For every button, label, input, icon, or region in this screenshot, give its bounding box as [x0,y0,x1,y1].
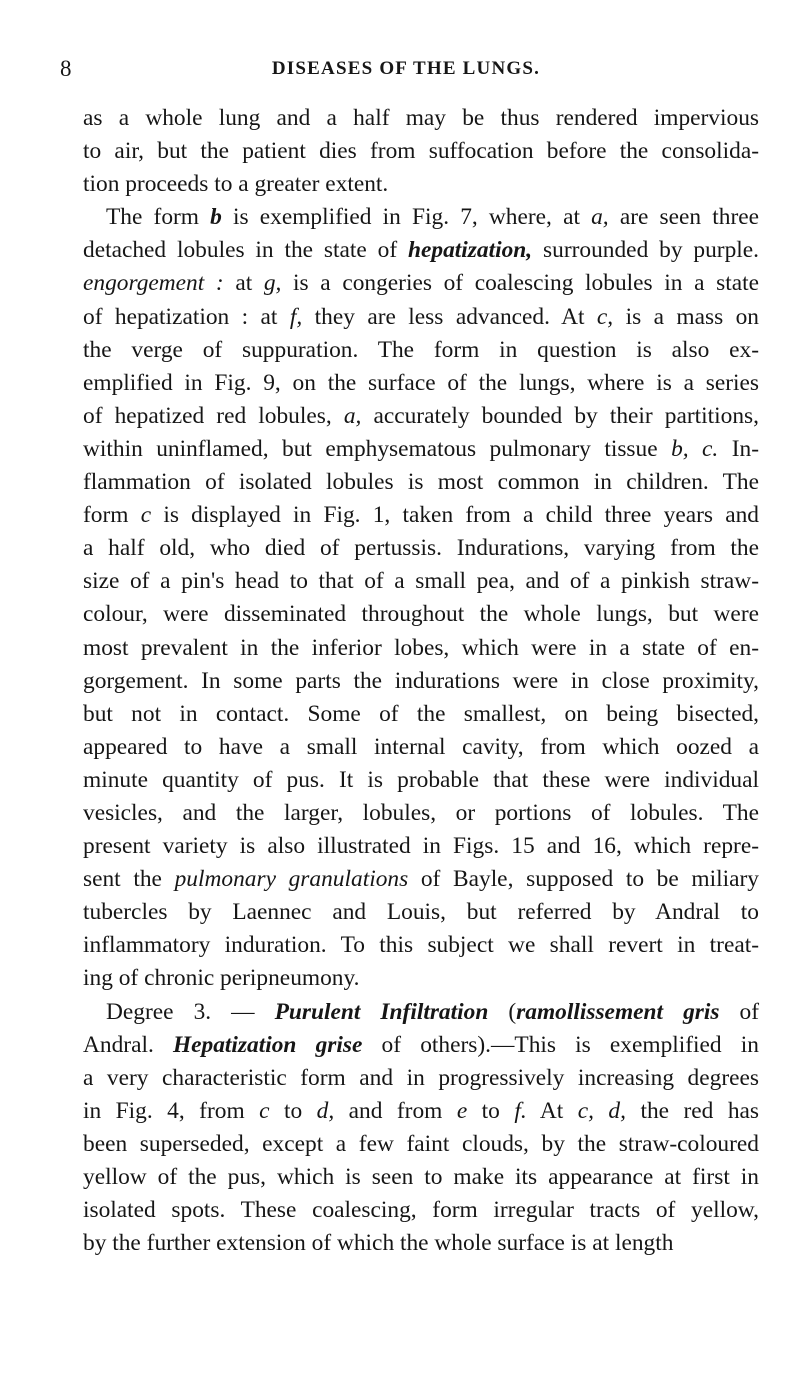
text-run: detached lobules in the state of [83,237,409,264]
text-line [83,1128,759,1161]
text-line [83,764,759,797]
text-line [83,1227,759,1260]
text-run: inflammatory induration. To this subject we shall revert in treat- [83,932,759,959]
text-run: tion proceeds to a greater extent. [83,171,389,198]
emphasis-text: a, [343,402,362,429]
text-line [83,1095,759,1128]
emphasis-text: c [140,502,152,529]
text-line [83,929,759,962]
text-line [83,962,759,995]
text-line [83,731,759,764]
text-run: isolated spots. These coalescing, form irregular tracts of yellow, [83,1197,759,1224]
text-line [83,1062,759,1095]
emphasis-text: g, [263,270,282,297]
text-run: of others).—This is exemplified in [362,1031,759,1058]
text-run: ( [488,998,517,1025]
text-line [83,433,759,466]
text-line [83,334,759,367]
page-number: 8 [60,56,72,81]
text-run: they are less advanced. At [302,303,597,330]
text-line [83,301,759,334]
text-run: sent the [83,866,175,893]
text-run: form [83,502,141,529]
text-run: is exemplified in Fig. 7, where, at [221,204,592,231]
text-run: to [269,1097,317,1124]
text-line [83,1029,759,1062]
text-line [83,598,759,631]
text-run: of Bayle, supposed to be miliary [408,866,759,893]
text-run: Andral. [83,1031,173,1058]
text-run: are seen three [608,204,759,231]
text-run: of hepatization : at [83,303,290,330]
text-line [83,863,759,896]
emphasis-text: f. [514,1097,527,1124]
text-run: to [467,1097,515,1124]
text-run: at [223,270,264,297]
text-line [83,499,759,532]
text-run: been superseded, except a few faint clouds, by the straw-coloured [83,1130,759,1157]
emphasis-text: ramollissement gris [516,998,720,1025]
text-run: and from [334,1097,457,1124]
text-run: is displayed in Fig. 1, taken from a child three years and [151,502,759,529]
running-head [60,56,752,86]
emphasis-text: Hepatization grise [172,1031,363,1058]
text-line [83,201,759,234]
text-run: The form [106,204,211,231]
text-run: most prevalent in the inferior lobes, which were in a state of en- [83,634,759,661]
text-run: ing of chronic peripneumony. [83,965,360,992]
text-line [83,896,759,929]
text-run: accurately bounded by their partitions, [361,402,759,429]
text-line [83,797,759,830]
text-line [83,1194,759,1227]
text-run: size of a pin's head to that of a small pea, and of a pinkish straw- [83,568,759,595]
text-line [83,1161,759,1194]
text-run: present variety is also illustrated in Figs. 15 and 16, which repre- [83,833,759,860]
text-run: surrounded by purple. [532,237,759,264]
text-run: yellow of the pus, which is seen to make its appearance at first in [83,1164,759,1190]
text-run: Degree 3. — [106,998,275,1025]
text-run: tubercles by Laennec and Louis, but referred by Andral to [83,899,759,926]
emphasis-text: Purulent Infiltration [274,998,489,1025]
running-title: DISEASES OF THE LUNGS. [271,58,541,79]
text-line [83,135,759,168]
text-line [83,367,759,400]
text-run: vesicles, and the larger, lobules, or portions of lobules. The [83,799,759,826]
text-run: colour, were disseminated throughout the whole lungs, but were [83,601,759,628]
emphasis-text: pulmonary granulations [174,866,409,893]
text-run: is a congeries of coalescing lobules in a state [281,270,759,297]
text-run: but not in contact. Some of the smallest, on being bisected, [83,700,759,727]
text-line [83,267,759,300]
text-line [83,565,759,598]
emphasis-text: engorgement : [83,270,224,297]
emphasis-text: d, [316,1097,335,1124]
text-run: In- [718,435,760,462]
emphasis-text: c, d, [577,1097,626,1124]
text-run: as a whole lung and a half may be thus rendered impervious [83,105,759,131]
text-run: appeared to have a small internal cavity, from which oozed a [83,733,759,760]
text-run: in Fig. 4, from [83,1097,260,1124]
text-run: the red has [625,1097,759,1124]
body-text [83,102,759,1260]
emphasis-text: f, [289,303,303,330]
text-line [83,466,759,499]
text-run: of [719,998,759,1025]
text-line [83,400,759,433]
text-run: gorgement. In some parts the indurations were in close proximity, [83,667,759,694]
text-line [83,830,759,863]
text-run: flammation of isolated lobules is most common in children. The [83,469,759,496]
emphasis-text: b, c. [671,435,719,462]
emphasis-text: b [210,204,222,231]
text-line [83,234,759,267]
text-run: a very characteristic form and in progressively increasing degrees [83,1064,759,1091]
text-line [83,665,759,698]
text-line [83,532,759,565]
text-line [83,168,759,201]
text-line [83,102,759,135]
text-run: a half old, who died of pertussis. Indurations, varying from the [83,535,759,562]
text-run: At [526,1097,578,1124]
text-line [83,698,759,731]
text-line [83,996,759,1029]
emphasis-text: hepatization, [408,237,533,264]
text-line [83,632,759,665]
text-run: of hepatized red lobules, [83,402,344,429]
emphasis-text: e [456,1097,468,1124]
text-run: is a mass on [613,303,759,330]
text-run: within uninflamed, but emphysematous pulmonary tissue [83,435,672,462]
emphasis-text: c, [596,303,614,330]
text-run: by the further extension of which the whole surface is at length [83,1230,674,1257]
text-run: emplified in Fig. 9, on the surface of the lungs, where is a series [83,369,759,396]
text-run: the verge of suppuration. The form in question is also ex- [83,336,759,363]
text-run: to air, but the patient dies from suffocation before the consolida- [83,138,759,165]
text-run: minute quantity of pus. It is probable that these were individual [83,766,759,793]
emphasis-text: a, [591,204,609,231]
emphasis-text: c [259,1097,270,1124]
